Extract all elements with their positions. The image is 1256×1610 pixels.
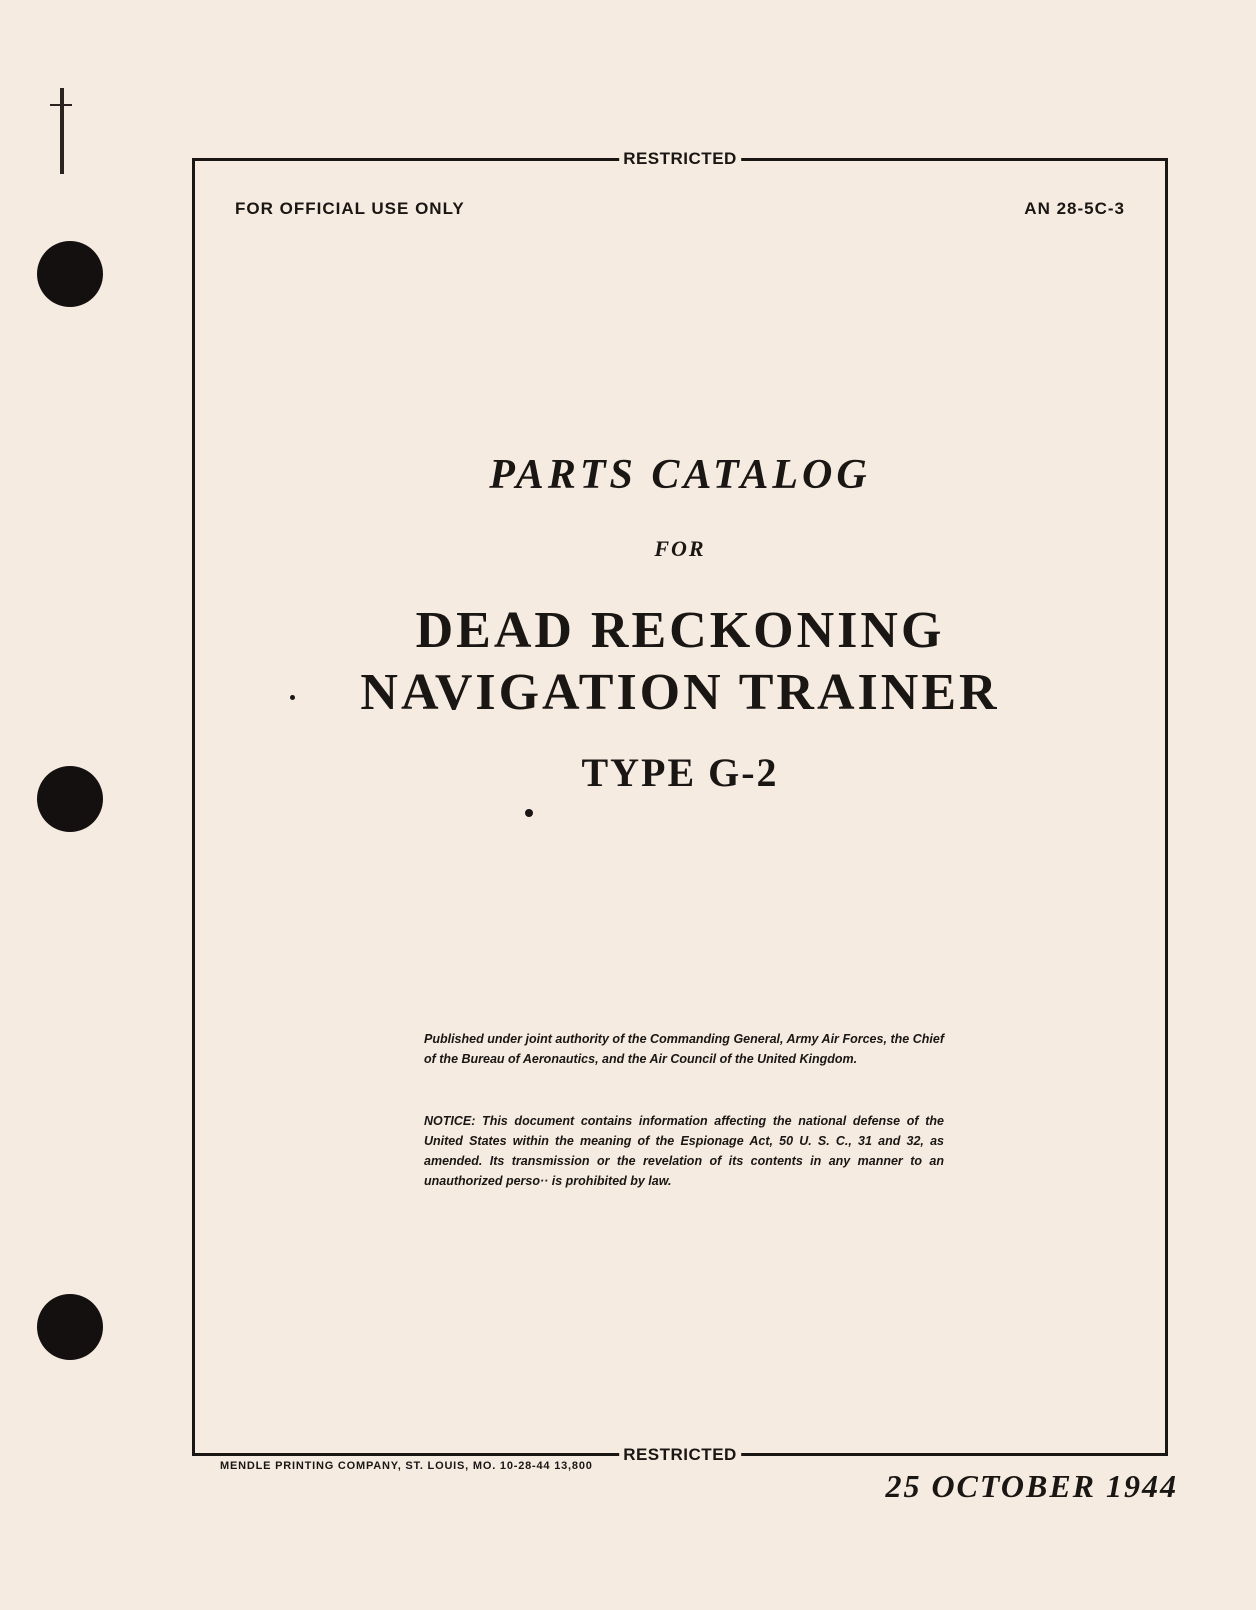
binder-hole-middle (37, 766, 103, 832)
publication-date: 25 OCTOBER 1944 (885, 1468, 1178, 1504)
speck-mark (290, 695, 295, 700)
document-number: AN 28-5C-3 (1024, 199, 1125, 218)
staple-mark (60, 88, 64, 174)
printer-imprint: MENDLE PRINTING COMPANY, ST. LOUIS, MO. 10-28-44 13,800 (220, 1460, 593, 1472)
speck-mark (525, 809, 533, 817)
type-designation: TYPE G-2 (581, 750, 779, 795)
restricted-label-top: RESTRICTED (619, 149, 741, 169)
authority-paragraph: Published under joint authority of the Commanding General, Army Air Forces, the Chief of the Bureau of Aeronautics, and the Air Council of the United Kingdom. (424, 1032, 944, 1066)
binder-hole-top (37, 241, 103, 307)
catalog-title: PARTS CATALOG (489, 452, 871, 498)
staple-mark-cross (50, 104, 72, 106)
binder-hole-bottom (37, 1294, 103, 1360)
notice-paragraph: NOTICE: This document contains information affecting the national defense of the United States within the meaning of the Espionage Act, 50 U. S. C., 31 and 32, as amended. Its transmission or the revelation of its contents in any manner to an unauthorized perso·· is prohibited by law. (424, 1114, 944, 1188)
official-use-label: FOR OFFICIAL USE ONLY (235, 199, 465, 218)
title-connector: FOR (654, 536, 706, 561)
restricted-label-bottom: RESTRICTED (619, 1445, 741, 1465)
border-frame (192, 149, 1168, 1464)
subject-title-line2: NAVIGATION TRAINER (360, 664, 1000, 721)
subject-title-line1: DEAD RECKONING (415, 602, 945, 659)
